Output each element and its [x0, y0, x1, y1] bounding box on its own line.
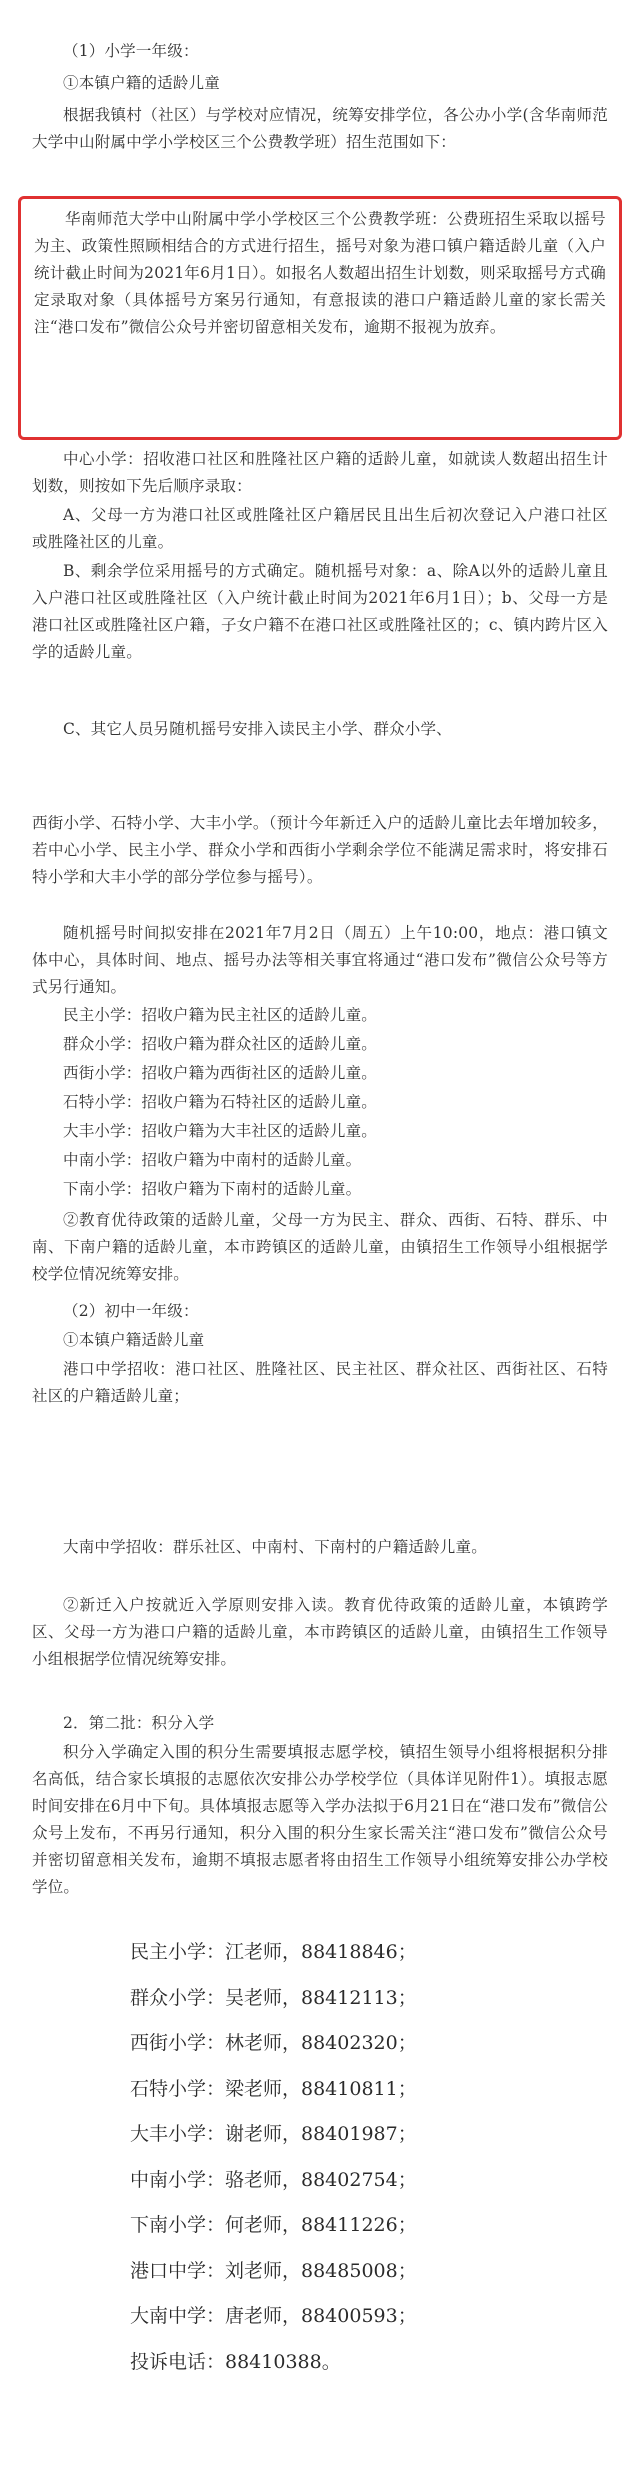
- school-line: 中南小学：招收户籍为中南村的适龄儿童。: [63, 1151, 362, 1169]
- item-c: C、其它人员另随机摇号安排入读民主小学、群众小学、: [63, 720, 452, 738]
- zhongxin-paragraph: 中心小学：招收港口社区和胜隆社区户籍的适龄儿童，如就读人数超出招生计划数，则按如下先后顺序录取：: [32, 450, 608, 495]
- contact-item: 石特小学：梁老师，88410811；: [130, 2077, 417, 2100]
- contact-item: 大南中学：唐老师，88400593；: [130, 2305, 417, 2327]
- contact-item: 中南小学：骆老师，88402754；: [130, 2168, 417, 2191]
- school-line: 大丰小学：招收户籍为大丰社区的适龄儿童。: [63, 1122, 378, 1140]
- section2-sub1: ①本镇户籍适龄儿童: [63, 1331, 205, 1349]
- item-c-continued: 西街小学、石特小学、大丰小学。（预计今年新迁入户的适龄儿童比去年增加较多，若中心小学、民主小学、群众小学和西街小学剩余学位不能满足需求时，将安排石特小学和大丰小学的部分学位参与摇号）。: [32, 814, 608, 886]
- contact-item: 下南小学：何老师，88411226；: [130, 2214, 417, 2236]
- school-line: 石特小学：招收户籍为石特社区的适龄儿童。: [63, 1093, 378, 1111]
- school-line: 民主小学：招收户籍为民主社区的适龄儿童。: [63, 1006, 378, 1024]
- contact-item: 西街小学：林老师，88402320；: [130, 2032, 417, 2054]
- lottery-paragraph: 随机摇号时间拟安排在2021年7月2日（周五）上午10:00，地点：港口镇文体中心，具体时间、地点、摇号办法等相关事宜将通过“港口发布”微信公众号等方式另行通知。: [32, 924, 608, 996]
- gangkou-middle-school: 港口中学招收：港口社区、胜隆社区、民主社区、群众社区、西街社区、石特社区的户籍适龄儿童；: [32, 1360, 608, 1405]
- section2-sub2: ②新迁入户按就近入学原则安排入读。教育优待政策的适龄儿童，本镇跨学区、父母一方为港口户籍的适龄儿童，本市跨镇区的适龄儿童，由镇招生工作领导小组根据学位情况统筹安排。: [32, 1596, 608, 1668]
- contact-item: 群众小学：吴老师，88412113；: [130, 1986, 417, 2009]
- item-b: B、剩余学位采用摇号的方式确定。随机摇号对象：a、除A以外的适龄儿童且入户港口社区或胜隆社区（入户统计截止时间为2021年6月1日）；b、父母一方是港口社区或胜隆社区户籍，子女户籍不在港口社区或胜隆社区的；c、镇内跨片区入学的适龄儿童。: [32, 562, 608, 661]
- school-line: 西街小学：招收户籍为西街社区的适龄儿童。: [63, 1064, 378, 1082]
- danan-middle-school: 大南中学招收：群乐社区、中南村、下南村的户籍适龄儿童。: [63, 1538, 487, 1556]
- contact-item: 大丰小学：谢老师，88401987；: [130, 2123, 417, 2145]
- contact-item: 民主小学：江老师，88418846；: [130, 1941, 417, 1963]
- contact-list: [130, 1930, 610, 2385]
- contact-item: 港口中学：刘老师，88485008；: [130, 2259, 417, 2282]
- section1-sub2: ②教育优待政策的适龄儿童，父母一方为民主、群众、西街、石特、群乐、中南、下南户籍的适龄儿童，本市跨镇区的适龄儿童，由镇招生工作领导小组根据学校学位情况统筹安排。: [32, 1211, 608, 1283]
- section2-heading: （2）初中一年级：: [63, 1302, 199, 1320]
- school-line: 群众小学：招收户籍为群众社区的适龄儿童。: [63, 1035, 378, 1053]
- school-line: 下南小学：招收户籍为下南村的适龄儿童。: [63, 1180, 362, 1198]
- item-a: A、父母一方为港口社区或胜隆社区户籍居民且出生后初次登记入户港口社区或胜隆社区的儿童。: [32, 506, 608, 551]
- complaint-phone: 投诉电话：88410388。: [130, 2350, 341, 2373]
- section1-intro: 根据我镇村（社区）与学校对应情况，统筹安排学位，各公办小学(含华南师范大学中山附属中学小学校区三个公费教学班）招生范围如下：: [32, 106, 608, 151]
- section1-sub1: ①本镇户籍的适龄儿童: [63, 74, 221, 92]
- section3-heading: 2．第二批：积分入学: [63, 1714, 215, 1732]
- highlight-paragraph: 华南师范大学中山附属中学小学校区三个公费教学班：公费班招生采取以摇号为主、政策性照顾相结合的方式进行招生，摇号对象为港口镇户籍适龄儿童（入户统计截止时间为2021年6月1日）。如报名人数超出招生计划数，则采取摇号方式确定录取对象（具体摇号方案另行通知，有意报读的港口户籍适龄儿童的家长需关注“港口发布”微信公众号并密切留意相关发布，逾期不报视为放弃。: [34, 210, 606, 336]
- section3-body: 积分入学确定入围的积分生需要填报志愿学校，镇招生领导小组将根据积分排名高低，结合家长填报的志愿依次安排公办学校学位（具体详见附件1）。填报志愿时间安排在6月中下旬。具体填报志愿等入学办法拟于6月21日在“港口发布”微信公众号上发布，不再另行通知，积分入围的积分生家长需关注“港口发布”微信公众号并密切留意相关发布，逾期不填报志愿者将由招生工作领导小组统筹安排公办学校学位。: [32, 1743, 608, 1896]
- section1-heading: （1）小学一年级：: [63, 42, 199, 60]
